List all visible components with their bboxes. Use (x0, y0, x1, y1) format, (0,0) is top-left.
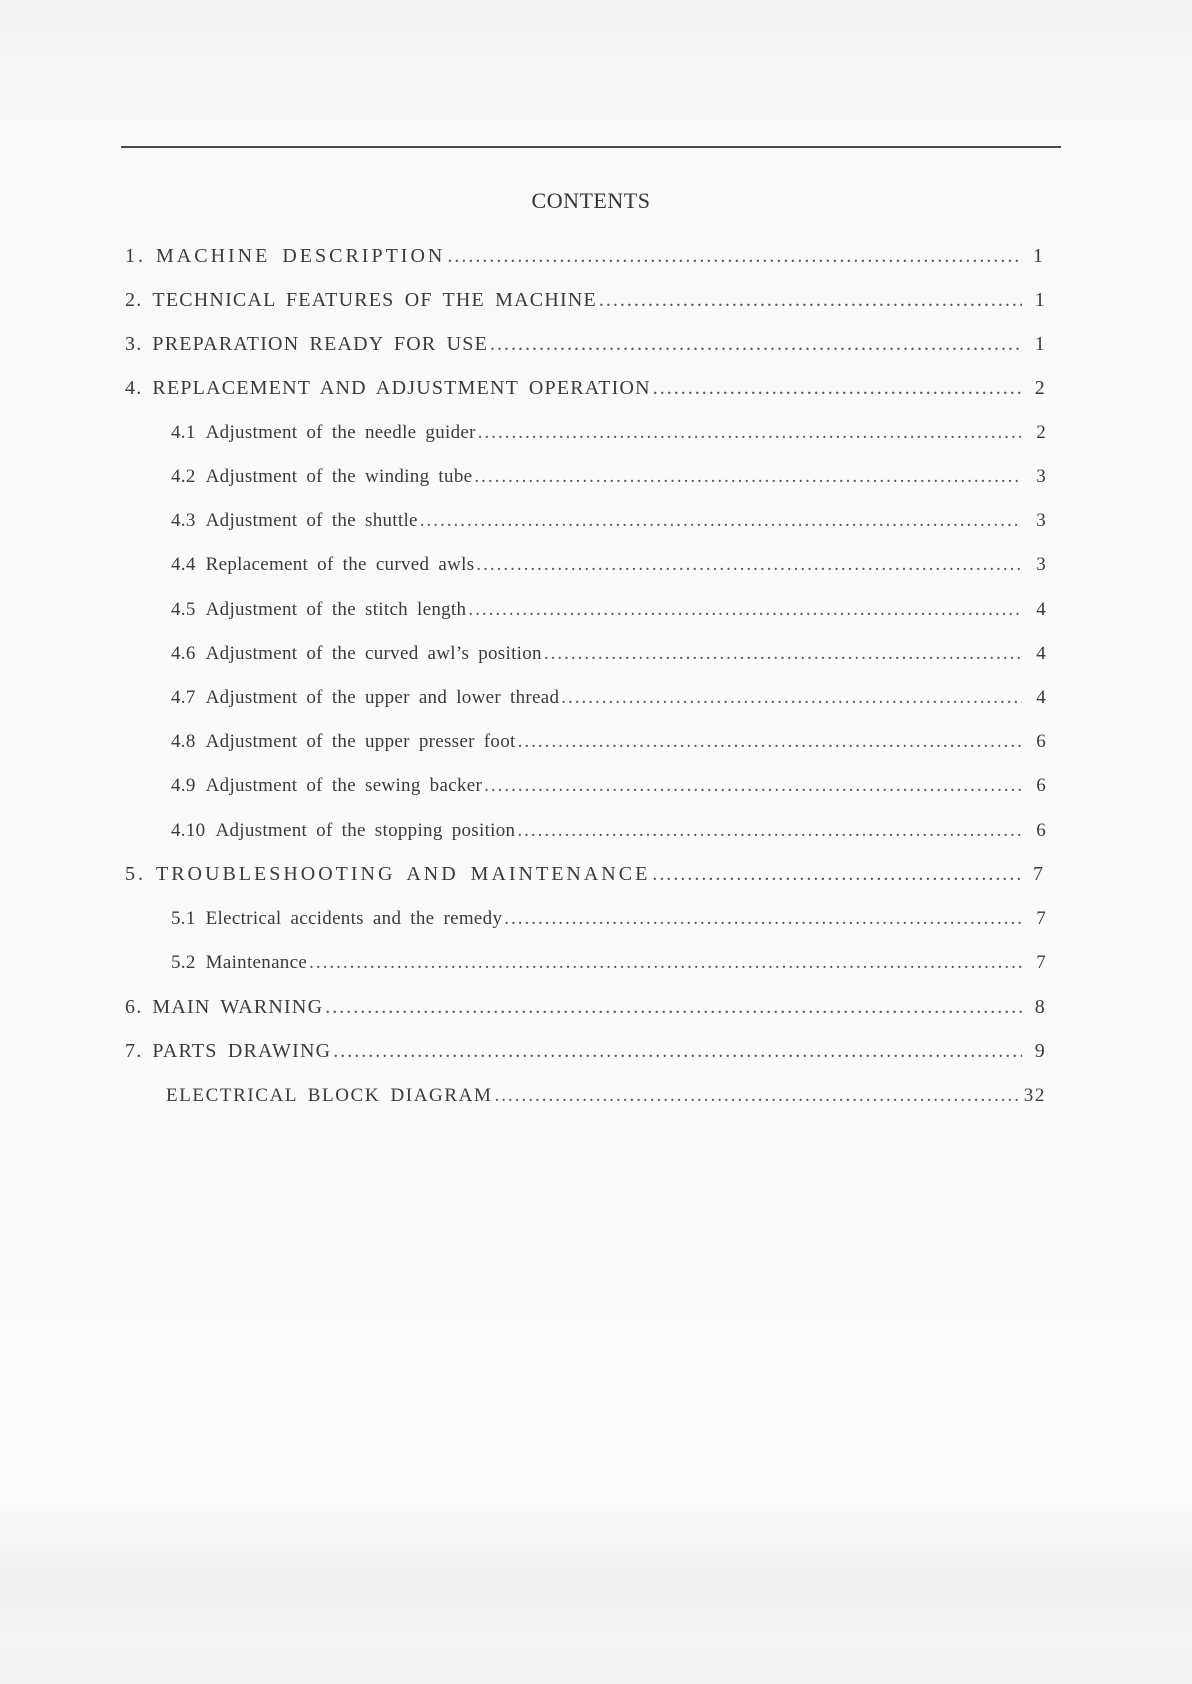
entry-number: 4.2 (171, 466, 196, 488)
entry-page: 4 (1036, 642, 1046, 664)
dot-leader (494, 1085, 1021, 1107)
entry-number: 4.9 (171, 775, 196, 797)
dot-leader (517, 820, 1022, 842)
toc-entry[interactable] (121, 1074, 1046, 1118)
toc-entry[interactable] (121, 234, 1046, 278)
entry-title: Adjustment of the upper and lower thread (205, 686, 560, 708)
entry-number: 4.10 (171, 819, 206, 841)
entry-number: 4.3 (171, 510, 196, 532)
entry-page: 2 (1034, 377, 1046, 400)
entry-page: 6 (1036, 775, 1046, 797)
entry-number: 1. (125, 244, 146, 267)
entry-page: 7 (1033, 863, 1046, 886)
entry-number: 5. (125, 863, 146, 886)
entry-page: 7 (1036, 907, 1046, 929)
dot-leader (652, 863, 1022, 886)
toc-entry[interactable] (121, 941, 1046, 985)
entry-title: Maintenance (205, 952, 308, 974)
toc-entry[interactable] (121, 676, 1046, 720)
entry-page: 9 (1034, 1039, 1046, 1062)
entry-number: 4.6 (171, 642, 196, 664)
entry-page: 3 (1036, 510, 1046, 532)
entry-number: 4.5 (171, 598, 196, 620)
entry-number: 4.7 (171, 686, 196, 708)
toc-entry[interactable] (121, 543, 1046, 587)
toc-entry[interactable] (121, 720, 1046, 764)
toc-entry[interactable] (121, 367, 1046, 411)
entry-title: Replacement of the curved awls (205, 554, 475, 576)
dot-leader (420, 510, 1022, 532)
dot-leader (474, 466, 1022, 488)
entry-number: 5.1 (171, 907, 196, 929)
entry-page: 7 (1036, 952, 1046, 974)
dot-leader (518, 731, 1022, 753)
entry-title: Adjustment of the stitch length (205, 598, 467, 620)
toc-entry[interactable] (121, 588, 1046, 632)
toc-entry[interactable] (121, 411, 1046, 455)
toc-entry[interactable] (121, 985, 1046, 1029)
entry-title: Adjustment of the upper presser foot (205, 731, 516, 753)
dot-leader (544, 643, 1022, 665)
entry-number: 5.2 (171, 952, 196, 974)
top-rule (121, 146, 1061, 148)
dot-leader (478, 422, 1022, 444)
entry-title: Electrical accidents and the remedy (205, 907, 503, 929)
dot-leader (561, 687, 1022, 709)
toc-entry[interactable] (121, 808, 1046, 852)
toc-entry[interactable] (121, 764, 1046, 808)
toc-entry[interactable] (121, 499, 1046, 543)
dot-leader (490, 333, 1022, 356)
entry-title: Adjustment of the winding tube (205, 466, 473, 488)
entry-title: REPLACEMENT AND ADJUSTMENT OPERATION (152, 377, 651, 400)
entry-page: 8 (1034, 995, 1046, 1018)
entry-number: 3. (125, 332, 143, 355)
entry-number: 7. (125, 1039, 143, 1062)
entry-page: 4 (1036, 598, 1046, 620)
entry-page: 3 (1036, 466, 1046, 488)
page-title: CONTENTS (531, 188, 651, 213)
entry-title: Adjustment of the curved awl’s position (205, 642, 542, 664)
toc-entry[interactable] (121, 278, 1046, 322)
entry-number: 4.4 (171, 554, 196, 576)
toc-entry[interactable] (121, 322, 1046, 366)
entry-title: PARTS DRAWING (152, 1039, 332, 1062)
toc-entry[interactable] (121, 897, 1046, 941)
entry-page: 4 (1036, 686, 1046, 708)
entry-number: 4.8 (171, 731, 196, 753)
dot-leader (447, 245, 1022, 268)
entry-page: 3 (1036, 554, 1046, 576)
toc-entry[interactable] (121, 1029, 1046, 1073)
entry-title: Adjustment of the shuttle (205, 510, 418, 532)
dot-leader (325, 996, 1022, 1019)
entry-number: 4.1 (171, 421, 196, 443)
entry-page: 2 (1036, 421, 1046, 443)
entry-title: MAIN WARNING (152, 995, 324, 1018)
dot-leader (484, 775, 1022, 797)
dot-leader (309, 952, 1022, 974)
entry-title: Adjustment of the stopping position (215, 819, 516, 841)
entry-title: MACHINE DESCRIPTION (156, 244, 446, 267)
entry-page: 1 (1034, 332, 1046, 355)
dot-leader (599, 289, 1022, 312)
entry-title: Adjustment of the sewing backer (205, 775, 483, 797)
dot-leader (653, 377, 1022, 400)
entry-number: 4. (125, 377, 143, 400)
entry-number: 2. (125, 288, 143, 311)
entry-page: 1 (1034, 288, 1046, 311)
entry-page: 6 (1036, 731, 1046, 753)
entry-title: TROUBLESHOOTING AND MAINTENANCE (156, 863, 651, 886)
entry-page: 1 (1033, 244, 1046, 267)
entry-page: 32 (1023, 1084, 1046, 1106)
toc-entry[interactable] (121, 853, 1046, 897)
dot-leader (468, 599, 1022, 621)
dot-leader (333, 1040, 1022, 1063)
entry-title: Adjustment of the needle guider (205, 421, 476, 443)
entry-page: 6 (1036, 819, 1046, 841)
dot-leader (504, 908, 1022, 930)
entry-title: PREPARATION READY FOR USE (152, 332, 488, 355)
entry-number: 6. (125, 995, 143, 1018)
entry-title: ELECTRICAL BLOCK DIAGRAM (166, 1084, 493, 1106)
entry-title: TECHNICAL FEATURES OF THE MACHINE (152, 288, 597, 311)
dot-leader (476, 554, 1022, 576)
table-of-contents (121, 234, 1046, 1118)
scan-shadow (0, 1500, 1192, 1640)
toc-entry[interactable] (121, 455, 1046, 499)
toc-entry[interactable] (121, 632, 1046, 676)
